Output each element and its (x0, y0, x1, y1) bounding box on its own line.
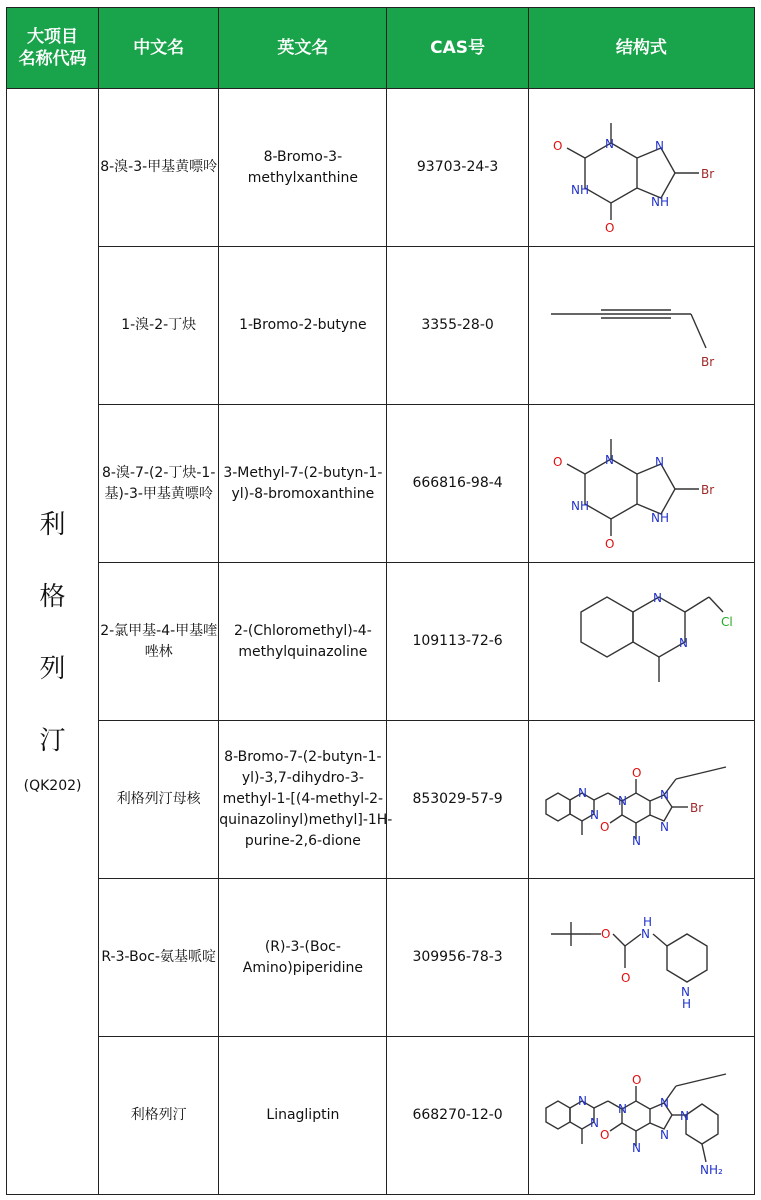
project-char: 格 (39, 581, 66, 612)
structure-cell (528, 721, 754, 879)
atom-label: N (605, 136, 615, 151)
cas-cell: 3355-28-0 (387, 247, 528, 405)
structure-cell (528, 405, 754, 563)
en-name-cell: 8-Bromo-3-methylxanthine (219, 89, 387, 247)
project-char: 利 (39, 509, 66, 540)
structure-cell (528, 89, 754, 247)
atom-label: N (632, 833, 642, 848)
structure-cell (528, 563, 754, 721)
atom-label: N (618, 1101, 628, 1116)
atom-label: O (553, 454, 563, 469)
atom-label: N (655, 138, 665, 153)
atom-label: N (641, 926, 651, 941)
atom-label: O (600, 1127, 610, 1142)
cas-cell: 93703-24-3 (387, 89, 528, 247)
compound-table (6, 7, 755, 1195)
en-name-cell: (R)-3-(Boc-Amino)piperidine (219, 879, 387, 1037)
cas-cell: 666816-98-4 (387, 405, 528, 563)
table-row (7, 405, 755, 563)
cas-cell: 109113-72-6 (387, 563, 528, 721)
atom-label: O (632, 1072, 642, 1087)
cn-name-cell: 利格列汀 (99, 1037, 219, 1195)
atom-label: N (679, 635, 689, 650)
atom-label: N (578, 785, 588, 800)
atom-label: N (605, 452, 615, 467)
table-row (7, 89, 755, 247)
cn-name-cell: 2-氯甲基-4-甲基喹唑林 (99, 563, 219, 721)
atom-label: N (660, 1095, 670, 1110)
structure-linagliptin-core (536, 735, 746, 865)
en-name-cell: 2-(Chloromethyl)-4-methylquinazoline (219, 563, 387, 721)
atom-label: N (590, 807, 600, 822)
en-name-cell: 8-Bromo-7-(2-butyn-1-yl)-3,7-dihydro-3-methyl-1-[(4-methyl-2-quinazolinyl)methyl]-1H-purine-2,6-dione (219, 721, 387, 879)
atom-label: N (681, 984, 691, 999)
atom-label: H (643, 914, 653, 929)
atom-label: O (621, 970, 631, 985)
atom-label: Br (701, 166, 715, 181)
header-cas: CAS号 (387, 8, 528, 89)
atom-label: NH (651, 194, 670, 209)
atom-label: H (682, 996, 692, 1011)
atom-label: N (618, 793, 628, 808)
atom-label: N (578, 1093, 588, 1108)
atom-label: N (680, 1108, 690, 1123)
project-code: (QK202) (23, 777, 82, 794)
atom-label: N (632, 1140, 642, 1155)
table-row (7, 721, 755, 879)
atom-label: Br (701, 354, 715, 369)
project-char: 列 (39, 653, 66, 684)
table-row (7, 879, 755, 1037)
project-name-cell (7, 89, 99, 1195)
atom-label: N (653, 590, 663, 605)
cn-name-cell: 8-溴-3-甲基黄嘌呤 (99, 89, 219, 247)
structure-cell (528, 1037, 754, 1195)
en-name-cell: 3-Methyl-7-(2-butyn-1-yl)-8-bromoxanthine (219, 405, 387, 563)
en-name-cell: 1-Bromo-2-butyne (219, 247, 387, 405)
atom-label: N (655, 454, 665, 469)
header-cn-name: 中文名 (99, 8, 219, 89)
structure-3-methyl-7-butynyl-8-bromoxanthine (541, 414, 741, 554)
atom-label: Cl (721, 614, 734, 629)
header-row (7, 8, 755, 89)
atom-label: O (605, 536, 615, 551)
table-row (7, 563, 755, 721)
header-en-name: 英文名 (219, 8, 387, 89)
cn-name-cell: 8-溴-7-(2-丁炔-1-基)-3-甲基黄嘌呤 (99, 405, 219, 563)
structure-linagliptin (536, 1046, 746, 1186)
structure-1-bromo-2-butyne (541, 266, 741, 386)
cas-cell: 668270-12-0 (387, 1037, 528, 1195)
header-project: 大项目 名称代码 (7, 8, 99, 89)
structure-r-3-boc-aminopiperidine (541, 888, 741, 1028)
structure-cell (528, 879, 754, 1037)
cn-name-cell: 1-溴-2-丁炔 (99, 247, 219, 405)
atom-label: O (601, 926, 611, 941)
atom-label: NH (571, 182, 590, 197)
atom-label: NH (651, 510, 670, 525)
header-structure: 结构式 (528, 8, 754, 89)
table-row (7, 1037, 755, 1195)
atom-label: O (600, 819, 610, 834)
atom-label: Br (690, 800, 704, 815)
cn-name-cell: 利格列汀母核 (99, 721, 219, 879)
structure-8-bromo-3-methylxanthine (541, 98, 741, 238)
atom-label: N (660, 1127, 670, 1142)
atom-label: NH (571, 498, 590, 513)
atom-label: NH₂ (700, 1162, 724, 1177)
atom-label: N (660, 787, 670, 802)
atom-label: O (553, 138, 563, 153)
cas-cell: 853029-57-9 (387, 721, 528, 879)
cas-cell: 309956-78-3 (387, 879, 528, 1037)
table-row (7, 247, 755, 405)
structure-cell (528, 247, 754, 405)
cn-name-cell: R-3-Boc-氨基哌啶 (99, 879, 219, 1037)
atom-label: Br (701, 482, 715, 497)
atom-label: O (605, 220, 615, 235)
project-char: 汀 (39, 725, 66, 756)
atom-label: N (660, 819, 670, 834)
atom-label: O (632, 765, 642, 780)
atom-label: N (590, 1115, 600, 1130)
structure-2-chloromethyl-4-methylquinazoline (541, 572, 741, 712)
en-name-cell: Linagliptin (219, 1037, 387, 1195)
